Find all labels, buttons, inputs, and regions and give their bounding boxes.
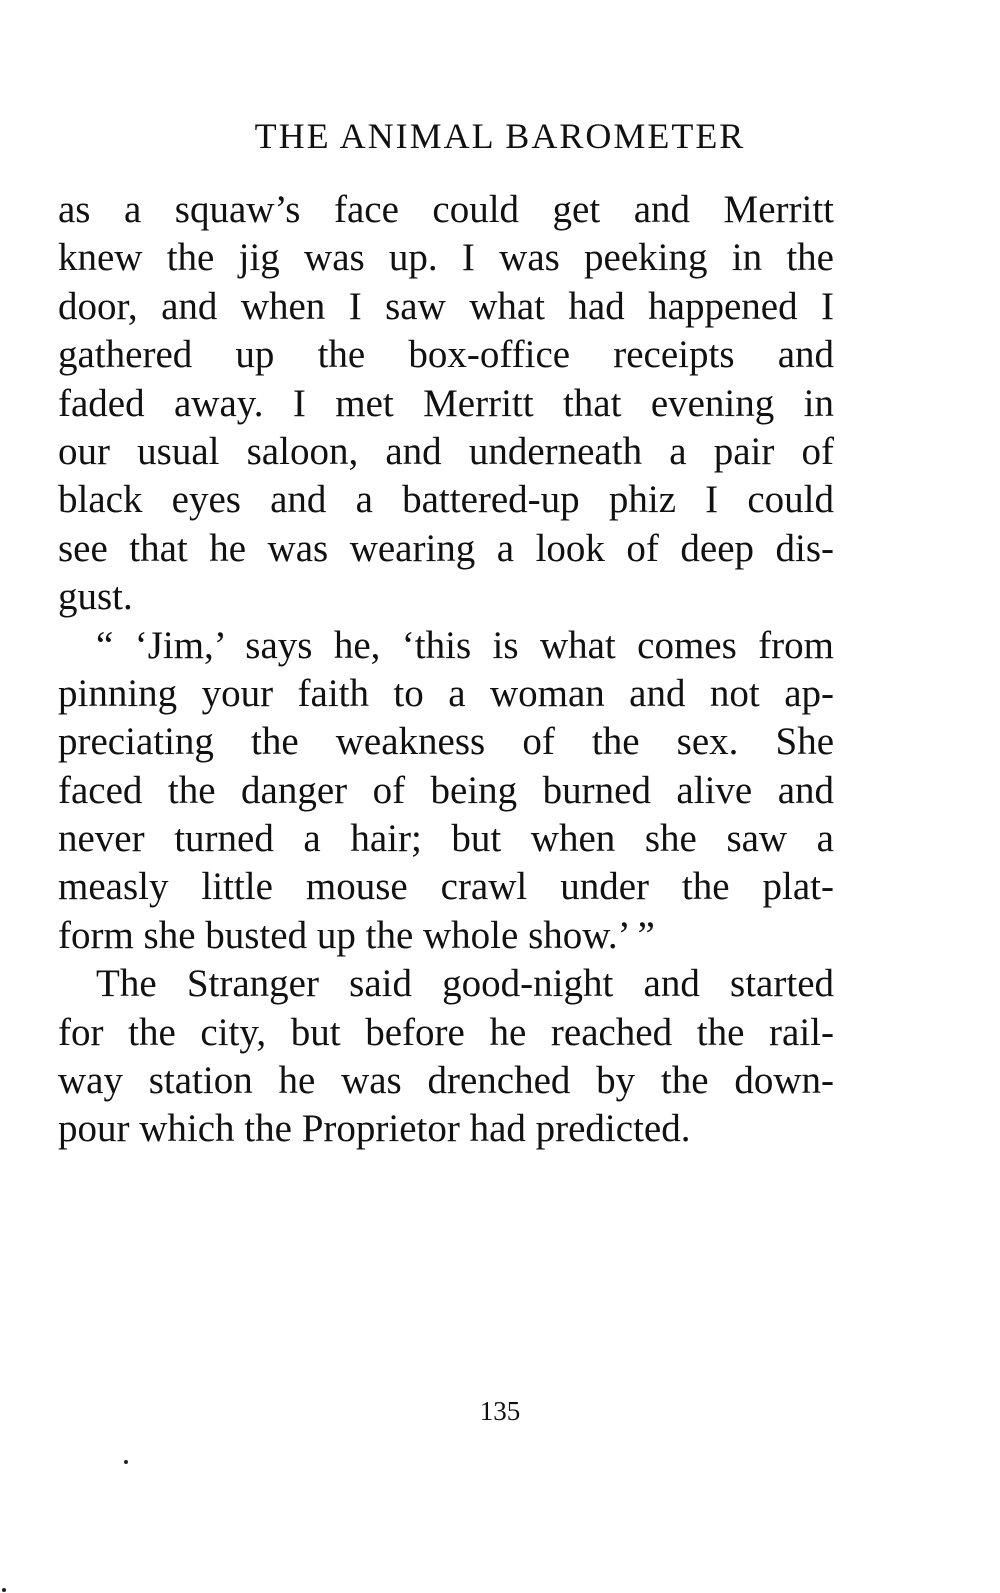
text-line: gust. bbox=[58, 575, 133, 619]
text-line: form she busted up the whole show.’ ” bbox=[58, 913, 655, 957]
text-line: faced the danger of being burned alive and bbox=[58, 768, 834, 812]
text-line: pour which the Proprietor had predicted. bbox=[58, 1107, 691, 1151]
text-line: our usual saloon, and underneath a pair of bbox=[58, 429, 834, 473]
text-line: measly little mouse crawl under the plat- bbox=[58, 865, 834, 909]
body-text bbox=[58, 186, 834, 1154]
text-line: never turned a hair; but when she saw a bbox=[58, 817, 834, 861]
page-number: 135 bbox=[479, 1396, 521, 1426]
text-line: faded away. I met Merritt that evening in bbox=[58, 381, 834, 425]
scan-speck bbox=[124, 1460, 128, 1464]
running-head: THE ANIMAL BAROMETER bbox=[254, 116, 746, 156]
text-line: door, and when I saw what had happened I bbox=[58, 284, 834, 328]
text-line: preciating the weakness of the sex. She bbox=[58, 720, 834, 764]
scan-speck bbox=[2, 1588, 6, 1592]
paragraph bbox=[58, 186, 834, 622]
text-line: knew the jig was up. I was peeking in the bbox=[58, 236, 834, 280]
text-line: see that he was wearing a look of deep dis- bbox=[58, 526, 834, 570]
text-line: as a squaw’s face could get and Merritt bbox=[58, 188, 834, 231]
text-line: “ ‘Jim,’ says he, ‘this is what comes from bbox=[96, 623, 834, 667]
text-line: black eyes and a battered-up phiz I could bbox=[58, 478, 834, 522]
text-line: The Stranger said good-night and started bbox=[96, 962, 834, 1006]
text-line: for the city, but before he reached the rail- bbox=[58, 1010, 834, 1054]
text-line: way station he was drenched by the down- bbox=[58, 1059, 834, 1103]
text-line: pinning your faith to a woman and not ap- bbox=[58, 671, 834, 715]
paragraph bbox=[58, 960, 834, 1154]
text-line: gathered up the box-office receipts and bbox=[58, 333, 834, 377]
paragraph bbox=[58, 622, 834, 961]
